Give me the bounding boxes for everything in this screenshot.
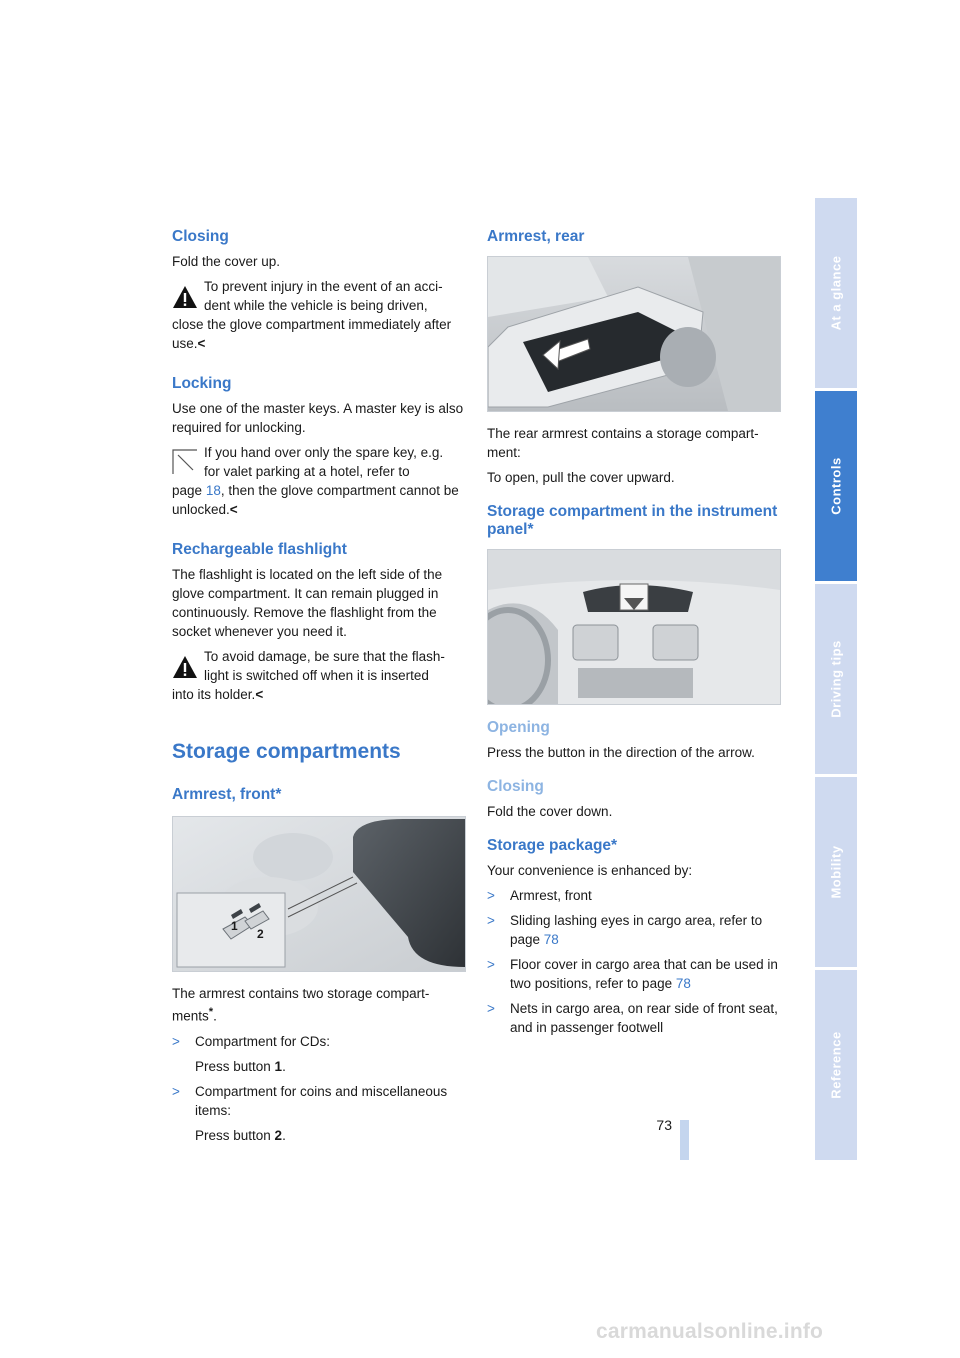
bullet-marker: > [172, 1033, 180, 1049]
button-number: 2 [274, 1127, 283, 1143]
tab-reference[interactable] [815, 970, 857, 1160]
list-item [487, 955, 781, 993]
list-item-text: Compartment for CDs: [195, 1033, 331, 1049]
locking-note-page-prefix: page [172, 483, 203, 498]
list-item [172, 1032, 464, 1076]
bullet-marker: > [172, 1083, 180, 1099]
tab-label: Reference [828, 1031, 844, 1099]
end-mark: < [229, 502, 238, 517]
armrest-front-text-main: The armrest contains two storage compart-ments [172, 986, 430, 1024]
list-item [487, 999, 781, 1037]
storage-package-heading: Storage package* [487, 837, 618, 854]
end-mark: < [197, 336, 206, 351]
page-link-78[interactable]: 78 [543, 932, 559, 947]
warning-triangle-icon [172, 285, 198, 309]
sub-suffix: . [282, 1058, 286, 1074]
locking-text: Use one of the master keys. A master key is also required for unlocking. [172, 401, 464, 435]
storage-compartments-title: Storage compartments [172, 740, 401, 763]
list-item [487, 886, 781, 905]
storage-package-text: Your convenience is enhanced by: [487, 863, 693, 878]
flashlight-text: The flashlight is located on the left side of the glove compartment. It can remain plugged in continuously. Remove the flashlight from the socket whenever you need it. [172, 567, 443, 639]
page-link-78[interactable]: 78 [675, 976, 691, 991]
watermark-footer: carmanualsonline.info [596, 1320, 824, 1343]
option-star: * [208, 1006, 214, 1018]
armrest-rear-photo [487, 256, 781, 412]
opening-heading: Opening [487, 719, 550, 736]
warning-triangle-icon [172, 655, 198, 679]
closing-heading-right: Closing [487, 778, 544, 795]
page-link-18[interactable]: 18 [205, 483, 221, 498]
bullet-marker: > [487, 913, 495, 928]
note-corner-icon [172, 449, 198, 475]
tab-mobility[interactable] [815, 777, 857, 967]
instrument-panel-heading: Storage compartment in the instrument panel* [487, 503, 778, 538]
list-item [487, 911, 781, 949]
locking-note-rest: , then the glove compartment cannot be unlocked. [172, 483, 459, 517]
instrument-panel-photo [487, 549, 781, 705]
closing-warning-line2: dent while the vehicle is being driven, [204, 298, 428, 313]
armrest-front-heading: Armrest, front* [172, 786, 282, 803]
photo-label-2: 2 [257, 927, 264, 941]
list-item-text: Compartment for coins and miscellaneous items: [195, 1083, 448, 1118]
page-number: 73 [656, 1117, 672, 1133]
list-item-text: Nets in cargo area, on rear side of front seat, and in passenger footwell [510, 1001, 778, 1035]
tab-label: Mobility [828, 845, 844, 899]
armrest-rear-text2: To open, pull the cover upward. [487, 470, 675, 485]
locking-note-line2: for valet parking at a hotel, refer to [204, 464, 410, 479]
closing-warning-line1: To prevent injury in the event of an acci- [204, 279, 443, 294]
instrument-panel-image [488, 550, 780, 704]
armrest-front-text-end: . [213, 1008, 217, 1024]
closing-heading: Closing [172, 228, 229, 245]
sub-text: Press button [195, 1058, 275, 1074]
button-number: 1 [274, 1058, 283, 1074]
tab-controls[interactable] [815, 391, 857, 581]
closing-text-right: Fold the cover down. [487, 804, 613, 819]
tab-label: Controls [828, 457, 844, 515]
armrest-front-list [172, 1032, 464, 1145]
tab-label: At a glance [828, 255, 844, 331]
flashlight-warning [172, 647, 464, 704]
flashlight-warning-line1: To avoid damage, be sure that the flash- [204, 649, 445, 664]
armrest-front-image [173, 817, 465, 971]
photo-label-1: 1 [231, 919, 238, 933]
sub-suffix: . [282, 1127, 286, 1143]
page-number-bar [680, 1120, 689, 1160]
armrest-rear-image [488, 257, 780, 411]
closing-warning [172, 277, 464, 353]
end-mark: < [255, 687, 264, 702]
left-column [172, 228, 464, 1151]
bullet-marker: > [487, 1001, 495, 1016]
storage-package-list [487, 886, 781, 1037]
bullet-marker: > [487, 888, 495, 903]
closing-text: Fold the cover up. [172, 254, 281, 269]
list-item [172, 1082, 464, 1145]
tab-label: Driving tips [828, 640, 844, 718]
locking-note-line1: If you hand over only the spare key, e.g. [204, 445, 444, 460]
armrest-front-text [172, 984, 464, 1026]
closing-warning-rest: close the glove compartment immediately after use. [172, 317, 452, 351]
list-item-text: Floor cover in cargo area that can be used in two positions, refer to page [510, 957, 778, 991]
bullet-marker: > [487, 957, 495, 972]
armrest-front-photo [172, 816, 466, 972]
armrest-rear-text1: The rear armrest contains a storage compart-ment: [487, 426, 759, 460]
list-item-text: Armrest, front [510, 888, 592, 903]
tab-driving-tips[interactable] [815, 584, 857, 774]
flashlight-warning-line2: light is switched off when it is inserted [204, 668, 429, 683]
list-item-sub [195, 1057, 464, 1076]
sub-text: Press button [195, 1127, 275, 1143]
list-item-text: Sliding lashing eyes in cargo area, refer to page [510, 913, 763, 947]
list-item-sub [195, 1126, 464, 1145]
locking-note [172, 443, 464, 519]
tab-at-a-glance[interactable] [815, 198, 857, 388]
flashlight-warning-rest: into its holder. [172, 687, 256, 702]
locking-heading: Locking [172, 375, 232, 392]
flashlight-heading: Rechargeable flashlight [172, 541, 347, 558]
armrest-rear-heading: Armrest, rear [487, 228, 585, 245]
right-column [487, 228, 781, 1043]
opening-text: Press the button in the direction of the arrow. [487, 745, 755, 760]
